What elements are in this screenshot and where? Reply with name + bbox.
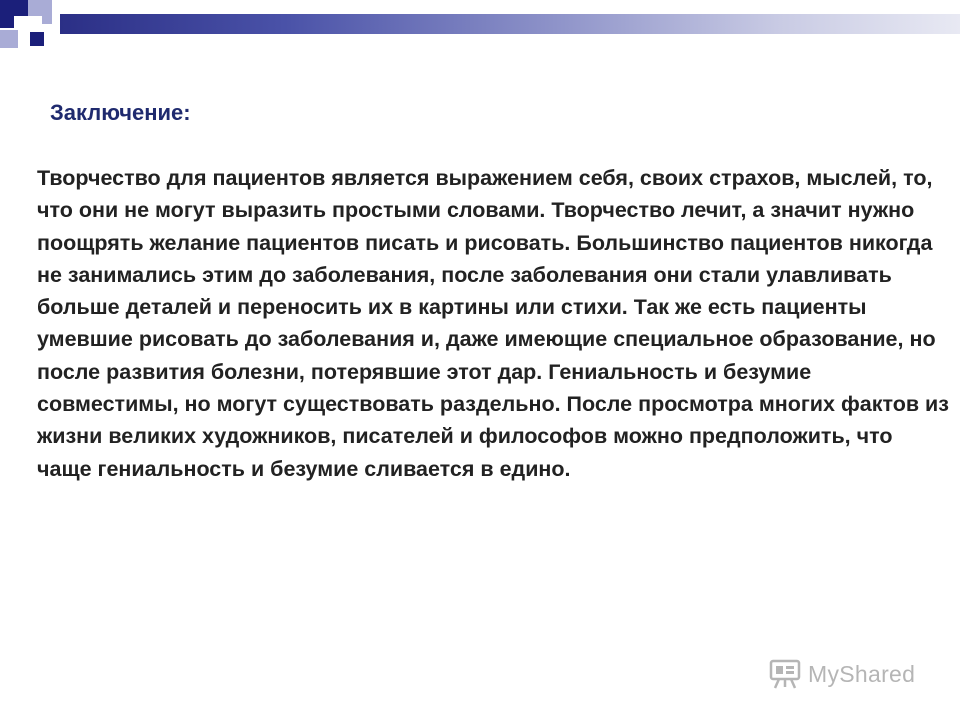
header-gradient-bar	[60, 14, 960, 34]
watermark-logo	[768, 654, 928, 694]
slide-title: Заключение:	[50, 100, 191, 125]
corner-square-mid	[0, 30, 18, 48]
watermark-text: MyShared	[808, 660, 916, 687]
slide-body-text: Творчество для пациентов является выражением себя, своих страхов, мыслей, то, что они не могут выразить простыми словами. Творчество лечит, а значит нужно поощрять желание пациентов писать и рисовать. Большинство пациентов никогда не занимались этим до заболевания, после заболевания они стали улавливать больше деталей и переносить их в картины или стихи. Так же есть пациенты умевшие рисовать до заболевания и, даже имеющие специальное образование, но после развития болезни, потерявшие этот дар. Гениальность и безумие совместимы, но могут существовать раздельно. После просмотра многих фактов из жизни великих художников, писателей и философов можно предположить, что чаще гениальность и безумие сливается в едино.	[37, 166, 949, 481]
decorative-header	[0, 0, 960, 60]
corner-square-small-dark	[30, 32, 44, 46]
projector-screen-icon	[768, 657, 802, 691]
